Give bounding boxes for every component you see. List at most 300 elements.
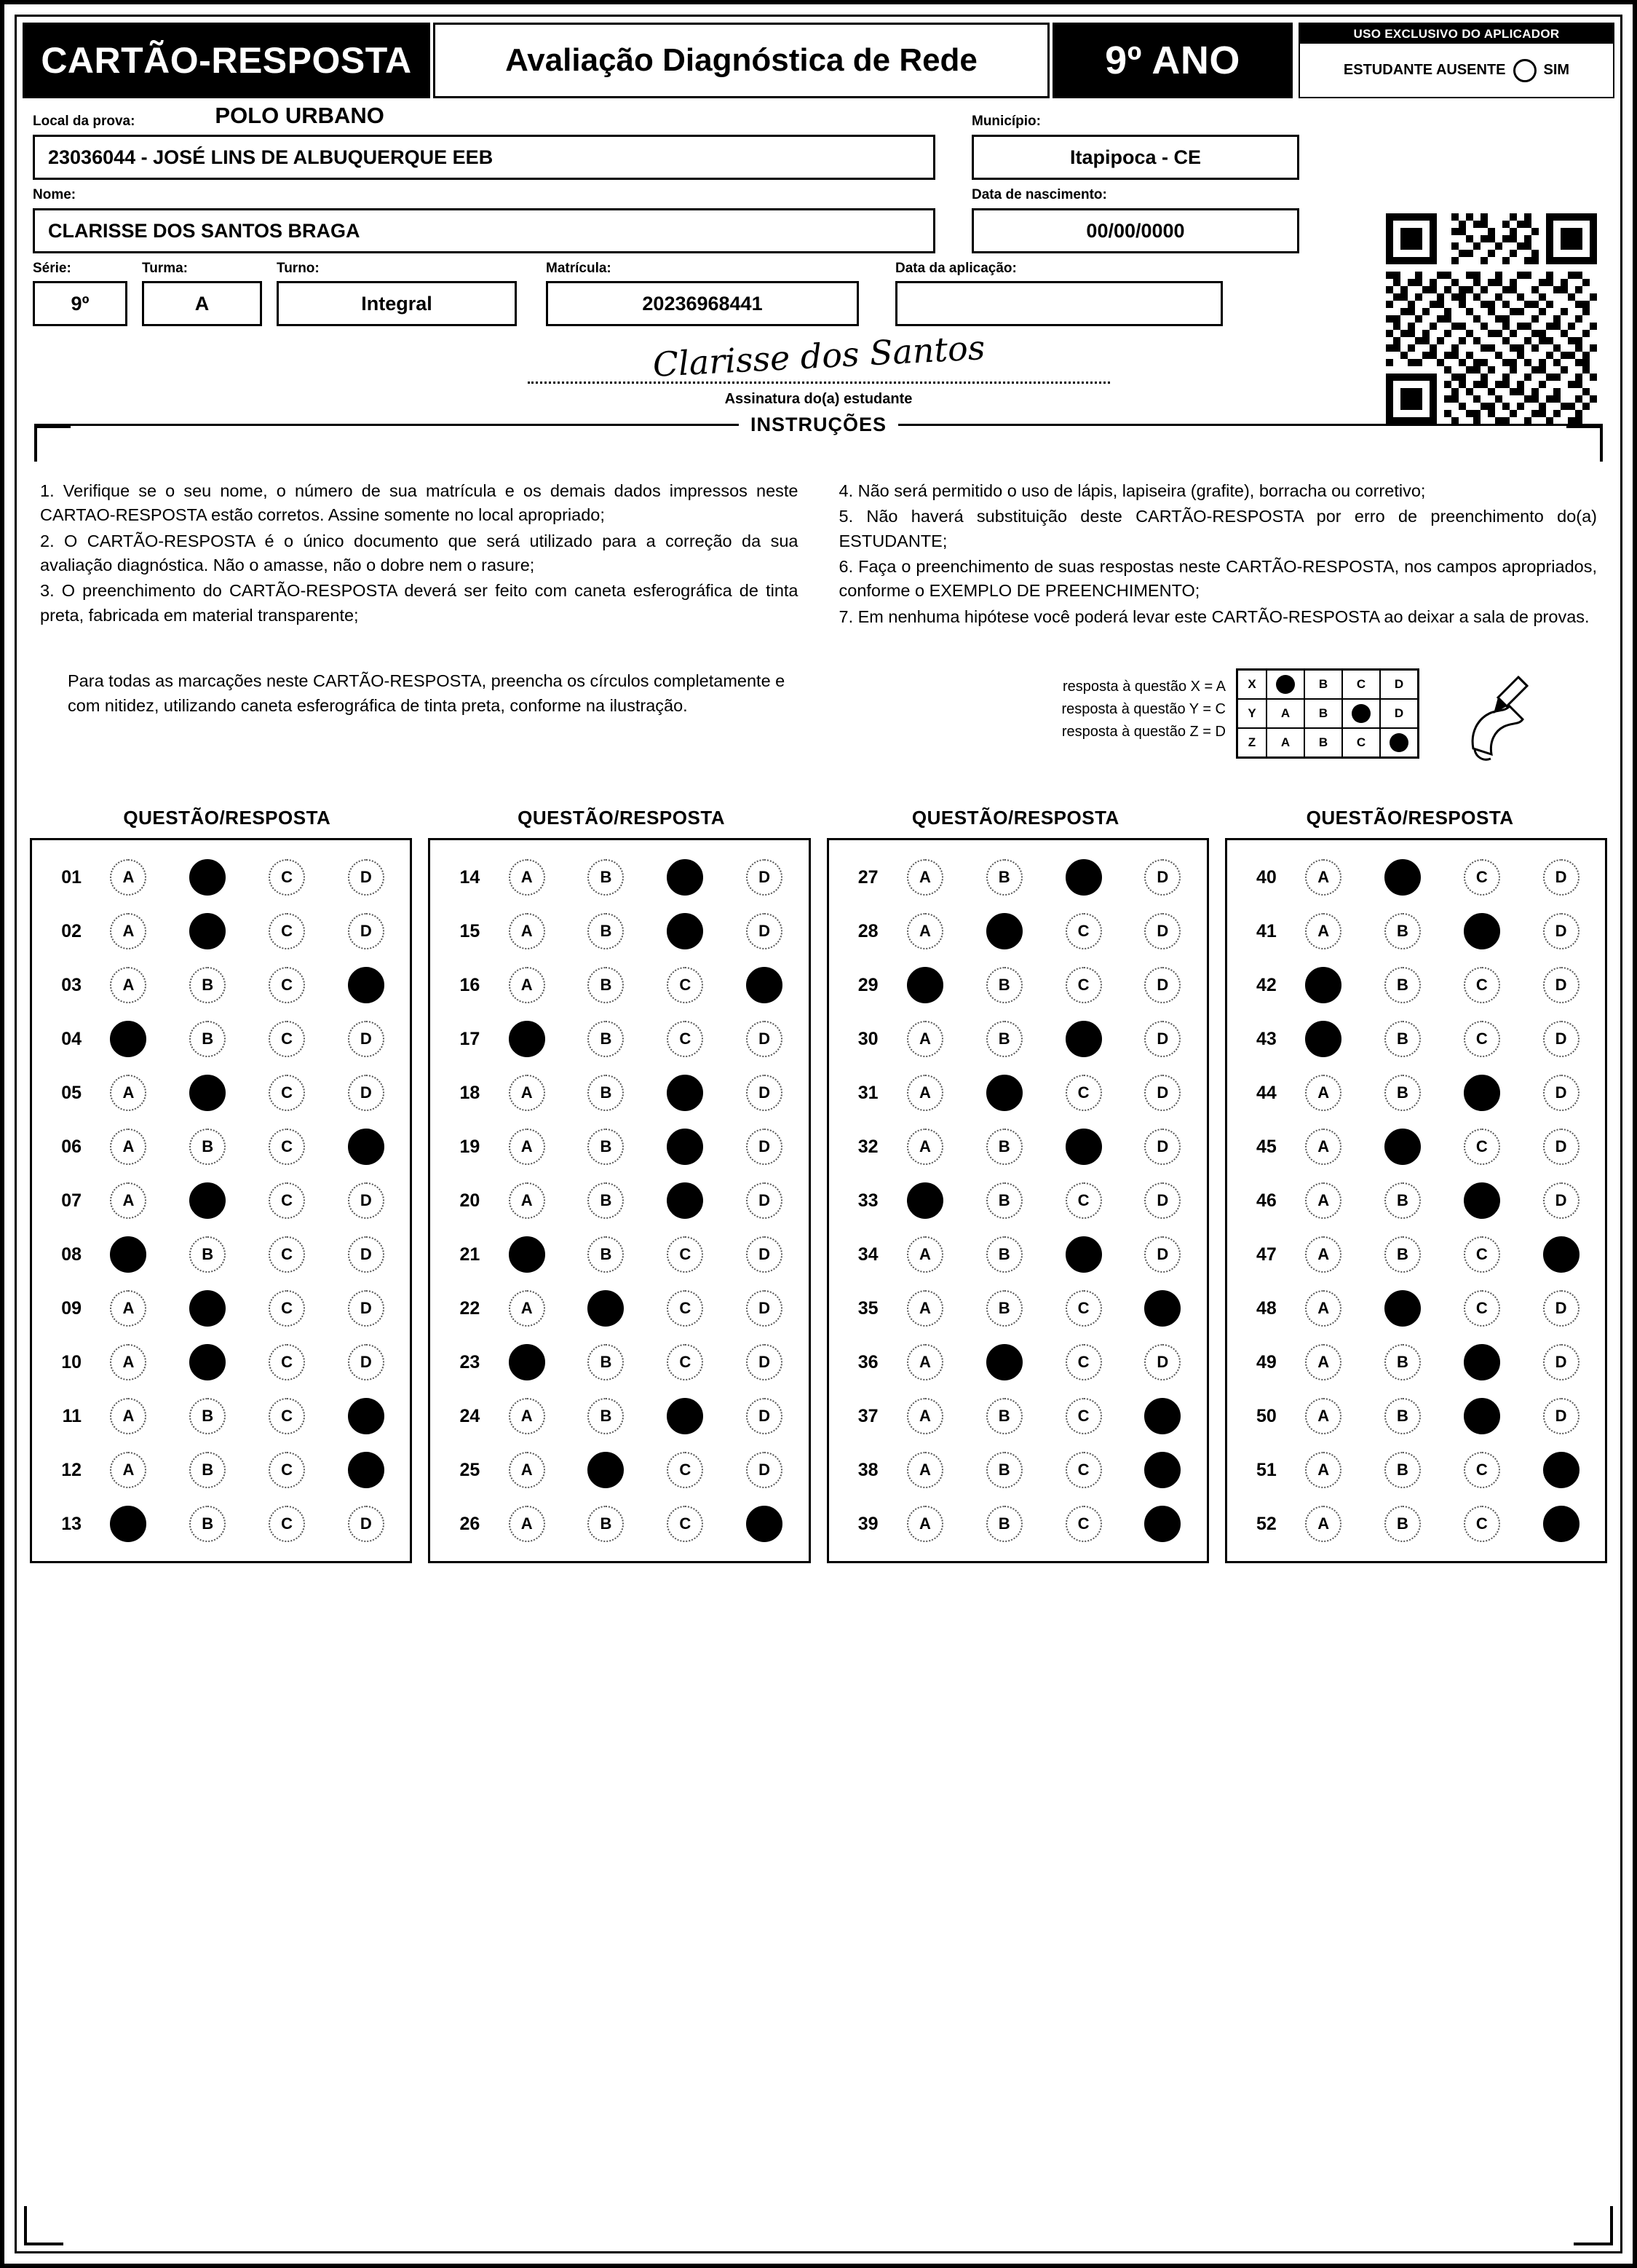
option-bubble[interactable]: D (1144, 967, 1181, 1003)
option-bubble[interactable]: D (746, 1398, 782, 1434)
option-bubble[interactable]: B (1384, 913, 1421, 949)
option-bubble[interactable]: A (907, 1236, 943, 1273)
option-bubble-marked[interactable] (1144, 1398, 1181, 1434)
option-bubble[interactable]: D (1543, 913, 1579, 949)
question-number: 09 (61, 1297, 82, 1319)
option-bubble[interactable]: B (1384, 1452, 1421, 1488)
option-bubble[interactable]: C (667, 1344, 703, 1380)
question-row (1232, 1174, 1601, 1228)
option-bubble-marked[interactable] (348, 1452, 384, 1488)
option-bubble[interactable]: A (509, 1182, 545, 1219)
birthdate-label: Data de nascimento: (972, 187, 1107, 202)
option-bubble-marked[interactable] (509, 1344, 545, 1380)
option-bubble[interactable]: A (509, 967, 545, 1003)
option-bubble-marked[interactable] (189, 1182, 226, 1219)
option-bubble[interactable]: A (907, 1290, 943, 1327)
frame-corner-bottom-right (1574, 2206, 1613, 2245)
question-row (36, 1389, 405, 1443)
option-bubble[interactable]: C (667, 967, 703, 1003)
option-bubble[interactable]: D (746, 1344, 782, 1380)
option-bubble[interactable]: C (269, 1182, 305, 1219)
turno-field[interactable]: Integral (277, 281, 517, 326)
option-bubble-marked[interactable] (348, 1129, 384, 1165)
option-bubble[interactable]: A (509, 859, 545, 896)
question-row (435, 1335, 804, 1389)
option-group (1284, 1021, 1601, 1057)
option-bubble[interactable]: C (269, 1129, 305, 1165)
option-group (1284, 1452, 1601, 1488)
student-name-field[interactable]: CLARISSE DOS SANTOS BRAGA (33, 208, 935, 253)
question-row (833, 1443, 1202, 1497)
option-bubble[interactable]: C (1464, 1506, 1500, 1542)
option-bubble[interactable]: B (986, 1129, 1023, 1165)
option-bubble-marked[interactable] (667, 913, 703, 949)
option-bubble-marked[interactable] (986, 1075, 1023, 1111)
option-bubble[interactable]: A (509, 1129, 545, 1165)
option-bubble-marked[interactable] (907, 967, 943, 1003)
option-bubble[interactable]: C (1464, 967, 1500, 1003)
option-bubble[interactable]: A (110, 1344, 146, 1380)
option-bubble[interactable]: D (1543, 1398, 1579, 1434)
birthdate-field[interactable]: 00/00/0000 (972, 208, 1299, 253)
option-bubble[interactable]: A (1305, 859, 1341, 896)
school-field[interactable]: 23036044 - JOSÉ LINS DE ALBUQUERQUE EEB (33, 135, 935, 180)
option-group (89, 1075, 405, 1111)
option-bubble[interactable]: D (1543, 1075, 1579, 1111)
option-bubble[interactable]: C (1066, 1075, 1102, 1111)
option-group (1284, 1344, 1601, 1380)
option-bubble[interactable]: A (907, 1075, 943, 1111)
option-bubble[interactable]: D (746, 1021, 782, 1057)
option-bubble[interactable]: C (667, 1236, 703, 1273)
option-bubble[interactable]: A (110, 1290, 146, 1327)
option-bubble[interactable]: A (110, 913, 146, 949)
question-number: 03 (61, 974, 82, 995)
option-bubble[interactable]: B (986, 1452, 1023, 1488)
option-bubble[interactable]: B (587, 1236, 624, 1273)
option-bubble-marked[interactable] (1543, 1452, 1579, 1488)
option-bubble[interactable]: C (1464, 1290, 1500, 1327)
option-bubble[interactable]: D (746, 1452, 782, 1488)
option-bubble[interactable]: C (269, 1398, 305, 1434)
option-bubble[interactable]: D (1144, 913, 1181, 949)
option-bubble[interactable]: A (1305, 1452, 1341, 1488)
option-group (886, 967, 1202, 1003)
question-number: 41 (1256, 920, 1277, 941)
option-bubble[interactable]: B (587, 1344, 624, 1380)
turma-label: Turma: (142, 261, 188, 276)
option-bubble[interactable]: A (1305, 1075, 1341, 1111)
option-bubble[interactable]: A (907, 1398, 943, 1434)
option-bubble-marked[interactable] (986, 913, 1023, 949)
option-bubble-marked[interactable] (1066, 859, 1102, 896)
page-inner-frame (15, 15, 1622, 2253)
option-bubble[interactable]: A (509, 913, 545, 949)
option-group (886, 1290, 1202, 1327)
option-bubble[interactable]: B (986, 967, 1023, 1003)
option-bubble[interactable]: B (1384, 1075, 1421, 1111)
example-bubble: B (1304, 699, 1342, 728)
option-bubble-marked[interactable] (1066, 1021, 1102, 1057)
option-bubble[interactable]: C (269, 1021, 305, 1057)
option-group (89, 913, 405, 949)
question-number: 47 (1256, 1244, 1277, 1265)
option-bubble[interactable]: C (269, 913, 305, 949)
question-row (36, 1174, 405, 1228)
option-bubble[interactable]: C (667, 1290, 703, 1327)
question-row (833, 1066, 1202, 1120)
option-bubble[interactable]: D (1144, 859, 1181, 896)
option-bubble-marked[interactable] (1543, 1506, 1579, 1542)
option-bubble[interactable]: A (110, 1398, 146, 1434)
option-bubble[interactable]: B (1384, 1236, 1421, 1273)
signature-line[interactable] (528, 328, 1110, 384)
option-bubble[interactable]: B (986, 859, 1023, 896)
option-bubble[interactable]: B (986, 1398, 1023, 1434)
option-bubble[interactable]: B (1384, 1506, 1421, 1542)
question-row (36, 1335, 405, 1389)
option-bubble[interactable]: A (110, 1182, 146, 1219)
option-bubble[interactable]: D (746, 1075, 782, 1111)
option-bubble[interactable]: A (1305, 1344, 1341, 1380)
option-bubble-marked[interactable] (1543, 1236, 1579, 1273)
option-bubble[interactable]: A (907, 913, 943, 949)
option-bubble-marked[interactable] (110, 1236, 146, 1273)
option-bubble[interactable]: D (1543, 1344, 1579, 1380)
option-bubble[interactable]: C (1464, 1236, 1500, 1273)
option-bubble[interactable]: B (189, 1506, 226, 1542)
option-bubble-marked[interactable] (746, 967, 782, 1003)
example-bubble: B (1304, 728, 1342, 757)
instruction-item: 2. O CARTÃO-RESPOSTA é o único documento que será utilizado para a correção da sua avaliação diagnóstica. Não o amasse, não o dobre nem o rasure; (40, 531, 798, 575)
option-bubble[interactable]: C (1066, 1182, 1102, 1219)
option-bubble[interactable]: A (907, 1129, 943, 1165)
option-group (886, 1182, 1202, 1219)
option-bubble[interactable]: C (269, 1236, 305, 1273)
option-bubble[interactable]: D (348, 1182, 384, 1219)
option-bubble-marked[interactable] (667, 1075, 703, 1111)
option-bubble[interactable]: C (1066, 1452, 1102, 1488)
turma-field[interactable]: A (142, 281, 262, 326)
option-bubble[interactable]: B (587, 1182, 624, 1219)
question-row (36, 1120, 405, 1174)
option-bubble[interactable]: A (1305, 1290, 1341, 1327)
answer-column-title: QUESTÃO/RESPOSTA (1306, 807, 1514, 829)
question-number: 32 (857, 1136, 879, 1157)
option-bubble[interactable]: A (110, 1075, 146, 1111)
question-row (435, 1120, 804, 1174)
option-bubble[interactable]: A (110, 859, 146, 896)
option-bubble[interactable]: D (1144, 1075, 1181, 1111)
option-group (1284, 1290, 1601, 1327)
option-bubble[interactable]: B (587, 1129, 624, 1165)
application-date-field[interactable] (895, 281, 1223, 326)
question-number: 23 (459, 1351, 480, 1372)
option-bubble[interactable]: C (1464, 1452, 1500, 1488)
question-number: 05 (61, 1082, 82, 1103)
question-row (435, 850, 804, 904)
option-bubble-marked[interactable] (1464, 1182, 1500, 1219)
option-bubble[interactable]: A (1305, 1506, 1341, 1542)
option-bubble-marked[interactable] (110, 1506, 146, 1542)
rule-right (898, 424, 1603, 426)
option-bubble[interactable]: A (1305, 1398, 1341, 1434)
option-bubble-marked[interactable] (667, 859, 703, 896)
option-bubble[interactable]: D (348, 913, 384, 949)
example-bubble: B (1304, 670, 1342, 699)
question-number: 49 (1256, 1351, 1277, 1372)
question-number: 42 (1256, 974, 1277, 995)
option-bubble-marked[interactable] (907, 1182, 943, 1219)
option-bubble-marked[interactable] (1144, 1506, 1181, 1542)
answer-column (428, 838, 810, 1563)
option-bubble[interactable]: A (110, 1452, 146, 1488)
answer-column-title: QUESTÃO/RESPOSTA (123, 807, 331, 829)
option-bubble[interactable]: C (1066, 1398, 1102, 1434)
question-number: 06 (61, 1136, 82, 1157)
option-bubble[interactable]: A (1305, 1129, 1341, 1165)
option-bubble[interactable]: A (509, 1398, 545, 1434)
option-bubble-marked[interactable] (1384, 1290, 1421, 1327)
option-bubble[interactable]: B (986, 1021, 1023, 1057)
applicator-box-title: USO EXCLUSIVO DO APLICADOR (1300, 24, 1613, 44)
question-number: 04 (61, 1028, 82, 1049)
option-bubble-marked[interactable] (1384, 859, 1421, 896)
legend-line: resposta à questão Z = D (1061, 724, 1226, 740)
option-bubble[interactable]: B (1384, 1398, 1421, 1434)
option-bubble-marked[interactable] (986, 1344, 1023, 1380)
question-row (36, 1443, 405, 1497)
option-bubble[interactable]: D (348, 1236, 384, 1273)
option-bubble[interactable]: A (907, 1344, 943, 1380)
exam-title: Avaliação Diagnóstica de Rede (433, 23, 1050, 98)
option-bubble[interactable]: D (348, 1290, 384, 1327)
question-number: 45 (1256, 1136, 1277, 1157)
option-bubble-marked[interactable] (1464, 1075, 1500, 1111)
option-bubble[interactable]: B (587, 1398, 624, 1434)
option-bubble[interactable]: B (189, 1129, 226, 1165)
option-bubble[interactable]: A (110, 1129, 146, 1165)
option-bubble[interactable]: A (509, 1452, 545, 1488)
question-number: 25 (459, 1459, 480, 1480)
option-bubble[interactable]: B (1384, 967, 1421, 1003)
option-bubble-marked[interactable] (110, 1021, 146, 1057)
option-bubble[interactable]: C (1066, 1344, 1102, 1380)
option-bubble[interactable]: C (1066, 1506, 1102, 1542)
option-bubble[interactable]: A (509, 1506, 545, 1542)
legend-line: resposta à questão Y = C (1061, 701, 1226, 718)
option-bubble[interactable]: A (907, 1452, 943, 1488)
option-bubble[interactable]: A (907, 859, 943, 896)
option-bubble[interactable]: A (907, 1506, 943, 1542)
option-group (89, 1344, 405, 1380)
option-bubble[interactable]: B (189, 1021, 226, 1057)
option-bubble[interactable]: D (348, 1021, 384, 1057)
option-bubble-marked[interactable] (509, 1236, 545, 1273)
option-bubble[interactable]: A (907, 1021, 943, 1057)
option-group (89, 1452, 405, 1488)
option-bubble[interactable]: A (1305, 913, 1341, 949)
absent-bubble[interactable] (1513, 59, 1537, 82)
option-bubble-marked[interactable] (667, 1182, 703, 1219)
option-bubble-marked[interactable] (1144, 1452, 1181, 1488)
example-row-label: Y (1237, 699, 1267, 728)
option-bubble-marked[interactable] (189, 1290, 226, 1327)
option-bubble[interactable]: C (269, 859, 305, 896)
question-row (833, 1120, 1202, 1174)
option-bubble-marked[interactable] (1305, 1021, 1341, 1057)
option-bubble[interactable]: A (509, 1075, 545, 1111)
option-bubble[interactable]: D (348, 1344, 384, 1380)
option-bubble[interactable]: D (1543, 859, 1579, 896)
instructions-columns (34, 479, 1603, 631)
option-bubble-marked[interactable] (1464, 913, 1500, 949)
option-bubble-marked[interactable] (587, 1290, 624, 1327)
example-bubble: C (1342, 670, 1380, 699)
option-bubble[interactable]: D (1144, 1021, 1181, 1057)
question-row (1232, 1012, 1601, 1066)
option-bubble[interactable]: D (348, 1506, 384, 1542)
option-bubble[interactable]: D (746, 859, 782, 896)
option-bubble[interactable]: D (746, 1236, 782, 1273)
signature-caption: Assinatura do(a) estudante (724, 391, 913, 407)
question-number: 48 (1256, 1297, 1277, 1319)
option-bubble-marked[interactable] (1464, 1344, 1500, 1380)
serie-field[interactable]: 9º (33, 281, 127, 326)
option-bubble[interactable]: C (1464, 1021, 1500, 1057)
option-bubble[interactable]: B (189, 1452, 226, 1488)
municipio-label: Município: (972, 114, 1041, 129)
option-bubble[interactable]: C (667, 1506, 703, 1542)
question-number: 28 (857, 920, 879, 941)
question-row (1232, 1281, 1601, 1335)
option-bubble[interactable]: C (1066, 913, 1102, 949)
question-number: 08 (61, 1244, 82, 1265)
option-bubble[interactable]: A (509, 1290, 545, 1327)
option-bubble-marked[interactable] (189, 859, 226, 896)
option-bubble[interactable]: D (348, 1075, 384, 1111)
option-bubble[interactable]: B (587, 1075, 624, 1111)
option-bubble-marked[interactable] (667, 1398, 703, 1434)
option-bubble[interactable]: C (269, 967, 305, 1003)
option-bubble[interactable]: B (587, 859, 624, 896)
example-row-label: X (1237, 670, 1267, 699)
option-bubble[interactable]: A (110, 967, 146, 1003)
option-bubble[interactable]: B (587, 1506, 624, 1542)
option-bubble[interactable]: D (1543, 1182, 1579, 1219)
option-bubble[interactable]: C (269, 1344, 305, 1380)
question-row (1232, 958, 1601, 1012)
option-bubble[interactable]: D (746, 1129, 782, 1165)
option-bubble[interactable]: D (746, 1182, 782, 1219)
option-bubble[interactable]: B (189, 1236, 226, 1273)
option-bubble[interactable]: B (1384, 1021, 1421, 1057)
option-bubble[interactable]: A (1305, 1236, 1341, 1273)
option-bubble[interactable]: A (1305, 1182, 1341, 1219)
option-bubble[interactable]: B (189, 967, 226, 1003)
header (23, 23, 1614, 98)
option-bubble-marked[interactable] (189, 1075, 226, 1111)
option-bubble[interactable]: D (1144, 1129, 1181, 1165)
question-row (1232, 1228, 1601, 1281)
local-label: Local da prova: (33, 114, 135, 129)
option-bubble[interactable]: C (1464, 859, 1500, 896)
option-bubble[interactable]: B (986, 1236, 1023, 1273)
option-bubble[interactable]: C (1066, 967, 1102, 1003)
question-row (36, 1228, 405, 1281)
option-bubble[interactable]: B (1384, 1182, 1421, 1219)
option-bubble-marked[interactable] (348, 967, 384, 1003)
question-row (435, 1012, 804, 1066)
question-number: 24 (459, 1405, 480, 1426)
option-bubble-marked[interactable] (348, 1398, 384, 1434)
option-bubble-marked[interactable] (1144, 1290, 1181, 1327)
option-bubble[interactable]: D (1144, 1236, 1181, 1273)
matricula-field[interactable]: 20236968441 (546, 281, 859, 326)
option-bubble[interactable]: D (1144, 1344, 1181, 1380)
option-bubble[interactable]: D (1543, 1021, 1579, 1057)
question-number: 17 (459, 1028, 480, 1049)
option-group (886, 1398, 1202, 1434)
option-group (886, 1344, 1202, 1380)
question-number: 39 (857, 1513, 879, 1534)
option-bubble[interactable]: B (986, 1182, 1023, 1219)
option-bubble[interactable]: B (587, 913, 624, 949)
option-bubble[interactable]: D (348, 859, 384, 896)
option-bubble-marked[interactable] (1464, 1398, 1500, 1434)
option-bubble[interactable]: C (269, 1506, 305, 1542)
option-bubble[interactable]: B (587, 1021, 624, 1057)
option-bubble[interactable]: B (986, 1290, 1023, 1327)
option-bubble-marked[interactable] (189, 1344, 226, 1380)
option-bubble-marked[interactable] (1305, 967, 1341, 1003)
option-bubble[interactable]: C (269, 1075, 305, 1111)
option-bubble-marked[interactable] (1384, 1129, 1421, 1165)
option-bubble[interactable]: D (1543, 967, 1579, 1003)
grade-label: 9º ANO (1053, 23, 1293, 98)
option-bubble[interactable]: D (746, 913, 782, 949)
option-bubble[interactable]: B (986, 1506, 1023, 1542)
option-bubble[interactable]: B (189, 1398, 226, 1434)
matricula-label: Matrícula: (546, 261, 611, 276)
option-bubble[interactable]: C (1464, 1129, 1500, 1165)
option-bubble-marked[interactable] (509, 1021, 545, 1057)
option-bubble-marked[interactable] (746, 1506, 782, 1542)
option-bubble[interactable]: D (1144, 1182, 1181, 1219)
municipio-field[interactable]: Itapipoca - CE (972, 135, 1299, 180)
answer-column (827, 838, 1209, 1563)
option-bubble-marked[interactable] (189, 913, 226, 949)
question-number: 15 (459, 920, 480, 941)
option-bubble[interactable]: D (1543, 1129, 1579, 1165)
option-bubble[interactable]: C (667, 1452, 703, 1488)
option-bubble[interactable]: C (269, 1452, 305, 1488)
option-bubble[interactable]: D (1543, 1290, 1579, 1327)
local-municipio-labels (33, 103, 1604, 132)
option-bubble[interactable]: D (746, 1290, 782, 1327)
option-bubble-marked[interactable] (1066, 1129, 1102, 1165)
question-row (833, 1389, 1202, 1443)
option-bubble[interactable]: B (1384, 1344, 1421, 1380)
option-bubble-marked[interactable] (1066, 1236, 1102, 1273)
option-bubble[interactable]: C (1066, 1290, 1102, 1327)
option-bubble[interactable]: C (667, 1021, 703, 1057)
option-bubble-marked[interactable] (667, 1129, 703, 1165)
option-bubble[interactable]: C (269, 1290, 305, 1327)
option-bubble-marked[interactable] (587, 1452, 624, 1488)
option-bubble[interactable]: B (587, 967, 624, 1003)
instructions-section (34, 414, 1603, 770)
